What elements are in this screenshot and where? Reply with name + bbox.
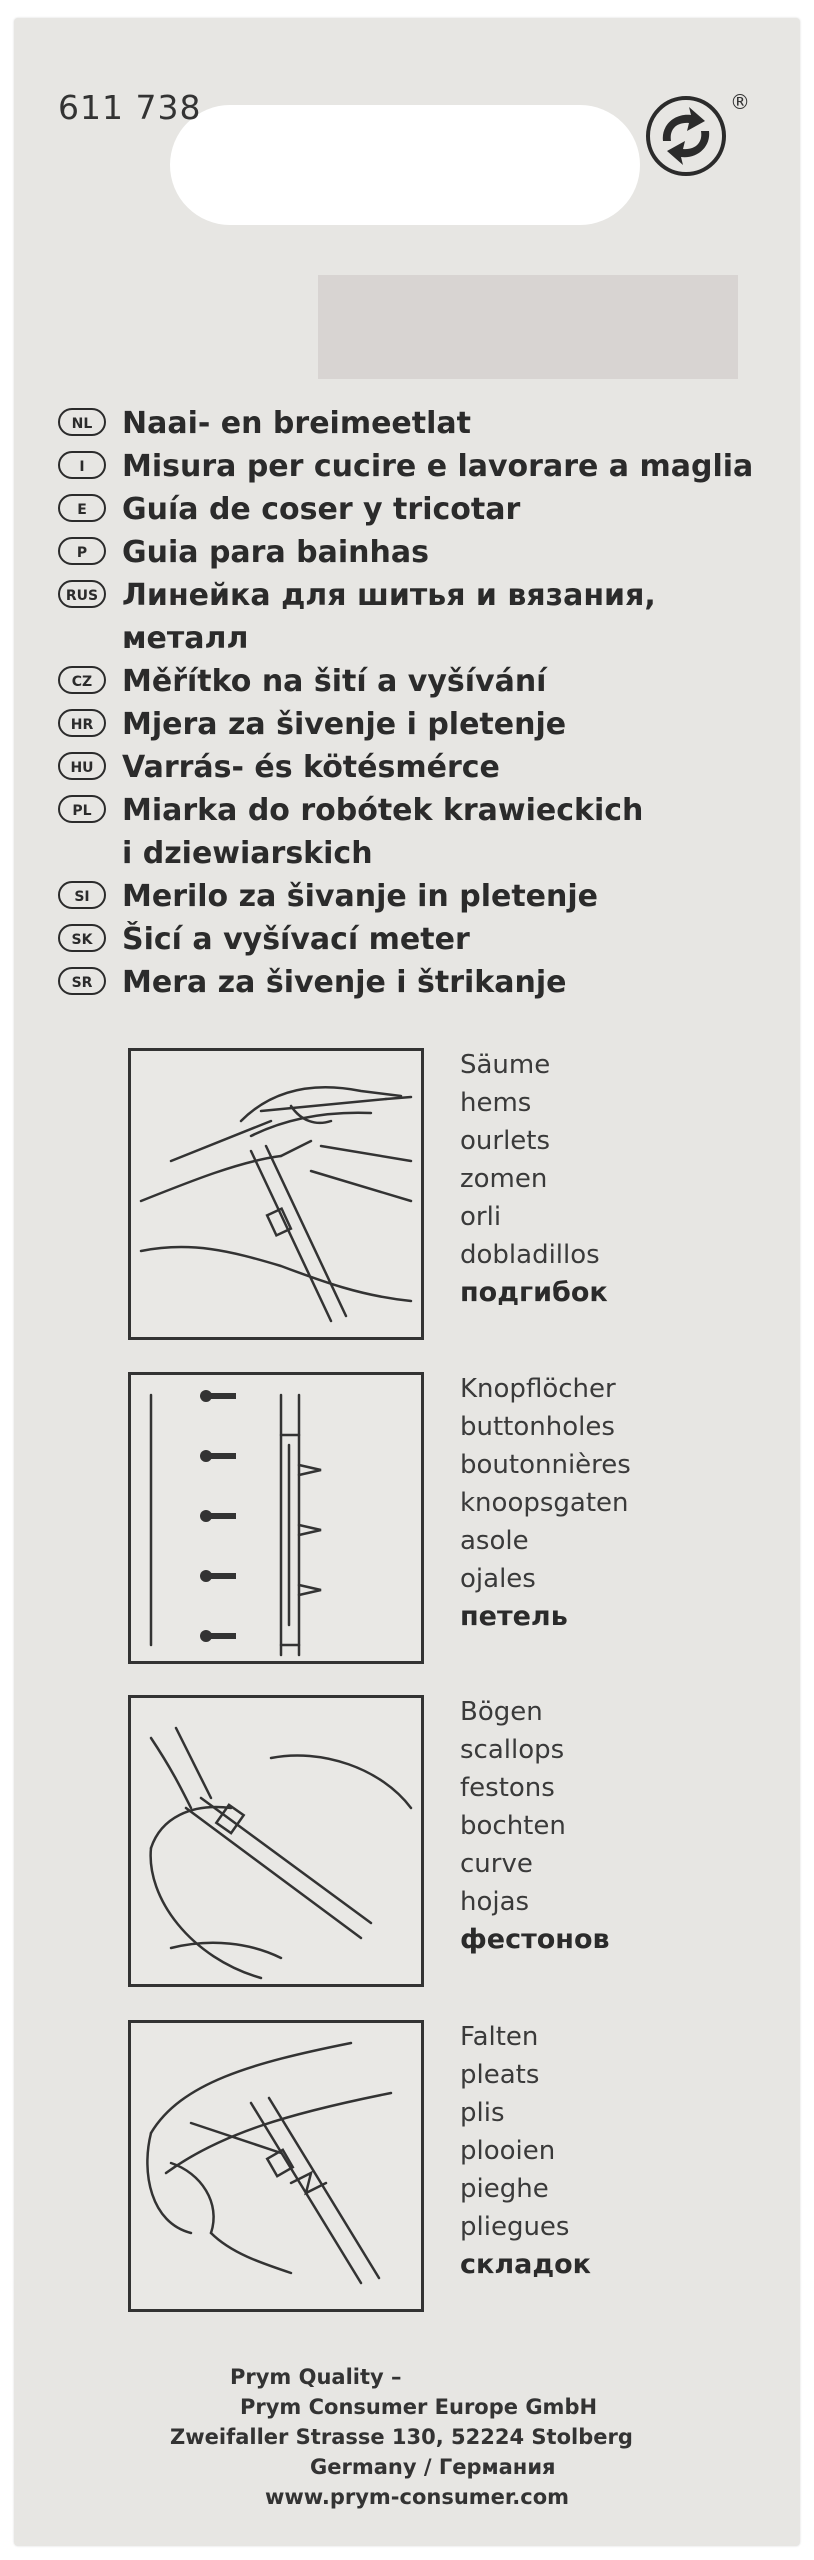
hems-illustration: [128, 1048, 424, 1340]
term: festons: [460, 1773, 555, 1803]
lang-text: Misura per cucire e lavorare a maglia: [122, 449, 754, 484]
lang-row-hu: [58, 746, 778, 789]
term: zomen: [460, 1164, 548, 1194]
lang-row-si: [58, 875, 778, 918]
buttonhole-gauge-drawing-icon: [131, 1375, 421, 1661]
scallops-terms: [460, 1693, 780, 1959]
registered-mark: ®: [730, 90, 750, 114]
article-number: 611 738: [58, 88, 202, 127]
lang-row-pl: [58, 789, 778, 875]
term: ojales: [460, 1564, 536, 1594]
green-dot-recycling-icon: [645, 95, 727, 177]
manufacturer-info: [160, 2362, 720, 2512]
term: pieghe: [460, 2174, 549, 2204]
pleats-terms: [460, 2018, 780, 2284]
lang-text: Měřítko na šití a vyšívání: [122, 664, 547, 699]
lang-row-rus: [58, 574, 778, 660]
term: Säume: [460, 1050, 551, 1080]
footer-website: www.prym-consumer.com: [265, 2485, 570, 2509]
term: Knopflöcher: [460, 1374, 616, 1404]
lang-text: Mjera za šivenje i pletenje: [122, 707, 567, 742]
term: asole: [460, 1526, 529, 1556]
lang-text: Guía de coser y tricotar: [122, 492, 521, 527]
term: plis: [460, 2098, 505, 2128]
term: plooien: [460, 2136, 556, 2166]
term: pleats: [460, 2060, 540, 2090]
pleat-gauge-drawing-icon: [131, 2023, 421, 2309]
term: buttonholes: [460, 1412, 615, 1442]
buttonholes-terms: [460, 1370, 780, 1636]
term: hems: [460, 1088, 532, 1118]
hems-terms: [460, 1046, 780, 1312]
lang-row-i: [58, 445, 778, 488]
lang-code: SK: [58, 924, 106, 952]
term: curve: [460, 1849, 533, 1879]
lang-row-sr: [58, 961, 778, 1004]
term: pliegues: [460, 2212, 570, 2242]
term: ourlets: [460, 1126, 551, 1156]
footer-country: Germany / Германия: [310, 2455, 556, 2479]
lang-row-hr: [58, 703, 778, 746]
lang-code: HU: [58, 752, 106, 780]
lang-code: RUS: [58, 580, 106, 608]
lang-row-sk: [58, 918, 778, 961]
term: knoopsgaten: [460, 1488, 629, 1518]
term: подгибок: [460, 1277, 608, 1308]
footer-address: Zweifaller Strasse 130, 52224 Stolberg: [170, 2425, 633, 2449]
lang-text: Varrás- és kötésmérce: [122, 750, 500, 785]
footer-quality: Prym Quality –: [230, 2365, 402, 2389]
lang-text: Линейка для шитья и вязания, металл: [122, 578, 656, 656]
lang-text: Miarka do robótek krawieckich i dziewiarskich: [122, 793, 644, 871]
lang-code: I: [58, 451, 106, 479]
lang-code: E: [58, 494, 106, 522]
term: boutonnières: [460, 1450, 631, 1480]
lang-code: SI: [58, 881, 106, 909]
lang-text: Naai- en breimeetlat: [122, 406, 471, 441]
lang-row-e: [58, 488, 778, 531]
lang-text: Šicí a vyšívací meter: [122, 922, 470, 957]
lang-code: SR: [58, 967, 106, 995]
lang-code: PL: [58, 795, 106, 823]
term: Falten: [460, 2022, 539, 2052]
term: orli: [460, 1202, 502, 1232]
lang-row-cz: [58, 660, 778, 703]
term: Bögen: [460, 1697, 543, 1727]
lang-row-nl: [58, 402, 778, 445]
lang-text: Merilo za šivanje in pletenje: [122, 879, 599, 914]
lang-code: P: [58, 537, 106, 565]
lang-code: HR: [58, 709, 106, 737]
scallops-illustration: [128, 1695, 424, 1987]
buttonholes-illustration: [128, 1372, 424, 1664]
hem-gauge-drawing-icon: [131, 1051, 421, 1337]
term: hojas: [460, 1887, 530, 1917]
term: фестонов: [460, 1924, 610, 1955]
footer-company: Prym Consumer Europe GmbH: [240, 2395, 598, 2419]
label-area: [318, 275, 738, 379]
term: петель: [460, 1601, 568, 1632]
language-list: [58, 402, 778, 1004]
lang-text: Mera za šivenje i štrikanje: [122, 965, 567, 1000]
term: bochten: [460, 1811, 566, 1841]
lang-code: NL: [58, 408, 106, 436]
pleats-illustration: [128, 2020, 424, 2312]
term: dobladillos: [460, 1240, 600, 1270]
lang-code: CZ: [58, 666, 106, 694]
term: складок: [460, 2249, 592, 2280]
hang-hole-notch: [330, 115, 480, 155]
lang-row-p: [58, 531, 778, 574]
scallop-gauge-drawing-icon: [131, 1698, 421, 1984]
term: scallops: [460, 1735, 565, 1765]
lang-text: Guia para bainhas: [122, 535, 429, 570]
